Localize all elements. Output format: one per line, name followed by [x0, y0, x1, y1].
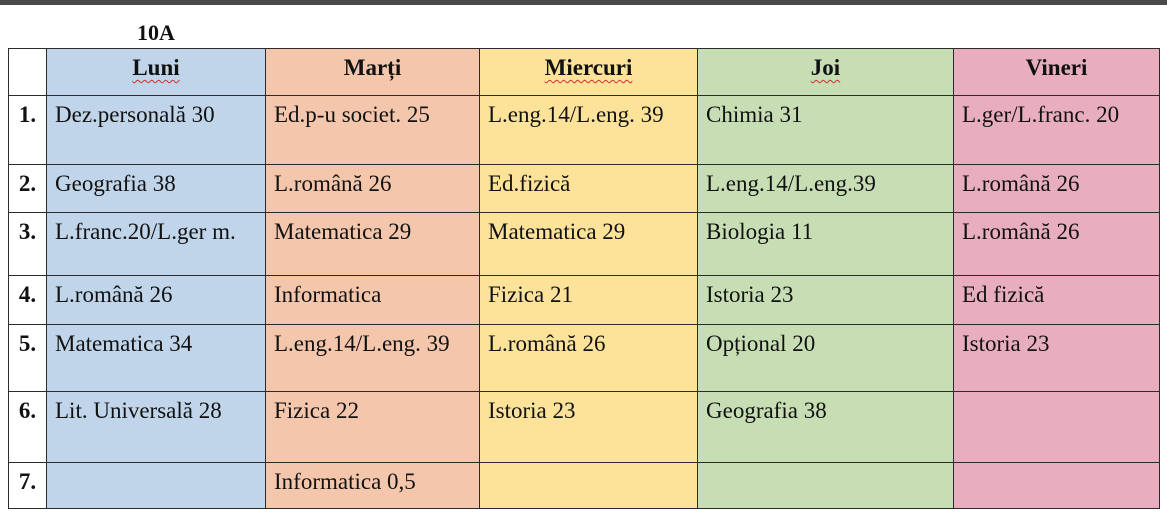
lesson-cell: L.eng.14/L.eng. 39: [266, 325, 480, 392]
timetable: [8, 48, 1160, 509]
lesson-cell: L.română 26: [47, 276, 266, 325]
lesson-cell: Ed fizică: [954, 276, 1160, 325]
lesson-cell: Dez.personală 30: [47, 96, 266, 165]
lesson-cell: L.română 26: [266, 165, 480, 213]
day-header-thursday: Joi: [698, 49, 954, 96]
row-number: 5.: [9, 325, 47, 392]
row-number: 6.: [9, 392, 47, 463]
table-row: [9, 325, 1160, 392]
lesson-cell: [698, 463, 954, 509]
lesson-cell: Istoria 23: [480, 392, 698, 463]
lesson-cell: Fizica 22: [266, 392, 480, 463]
row-number: 4.: [9, 276, 47, 325]
day-header-friday: Vineri: [954, 49, 1160, 96]
corner-cell: [9, 49, 47, 96]
lesson-cell: [480, 463, 698, 509]
table-row: [9, 165, 1160, 213]
row-number: 2.: [9, 165, 47, 213]
table-row: [9, 276, 1160, 325]
table-row: [9, 96, 1160, 165]
lesson-cell: Matematica 34: [47, 325, 266, 392]
lesson-cell: Biologia 11: [698, 213, 954, 276]
lesson-cell: L.franc.20/L.ger m.: [47, 213, 266, 276]
lesson-cell: Fizica 21: [480, 276, 698, 325]
lesson-cell: Geografia 38: [47, 165, 266, 213]
lesson-cell: Matematica 29: [266, 213, 480, 276]
row-number: 3.: [9, 213, 47, 276]
lesson-cell: Opțional 20: [698, 325, 954, 392]
lesson-cell: L.română 26: [954, 213, 1160, 276]
lesson-cell: Geografia 38: [698, 392, 954, 463]
row-number: 1.: [9, 96, 47, 165]
lesson-cell: Ed.fizică: [480, 165, 698, 213]
lesson-cell: [954, 463, 1160, 509]
lesson-cell: Informatica: [266, 276, 480, 325]
lesson-cell: [47, 463, 266, 509]
lesson-cell: Chimia 31: [698, 96, 954, 165]
table-row: [9, 392, 1160, 463]
row-number: 7.: [9, 463, 47, 509]
lesson-cell: L.română 26: [480, 325, 698, 392]
lesson-cell: L.ger/L.franc. 20: [954, 96, 1160, 165]
table-row: [9, 213, 1160, 276]
lesson-cell: Informatica 0,5: [266, 463, 480, 509]
lesson-cell: L.eng.14/L.eng.39: [698, 165, 954, 213]
lesson-cell: Lit. Universală 28: [47, 392, 266, 463]
lesson-cell: Ed.p-u societ. 25: [266, 96, 480, 165]
class-label: 10A: [137, 20, 175, 45]
lesson-cell: [954, 392, 1160, 463]
table-row: [9, 463, 1160, 509]
window-top-border: [0, 0, 1167, 5]
day-header-tuesday: Marți: [266, 49, 480, 96]
lesson-cell: Istoria 23: [954, 325, 1160, 392]
day-header-monday: Luni: [47, 49, 266, 96]
lesson-cell: Matematica 29: [480, 213, 698, 276]
lesson-cell: L.eng.14/L.eng. 39: [480, 96, 698, 165]
lesson-cell: Istoria 23: [698, 276, 954, 325]
header-row: [9, 49, 1160, 96]
lesson-cell: L.română 26: [954, 165, 1160, 213]
day-header-wednesday: Miercuri: [480, 49, 698, 96]
